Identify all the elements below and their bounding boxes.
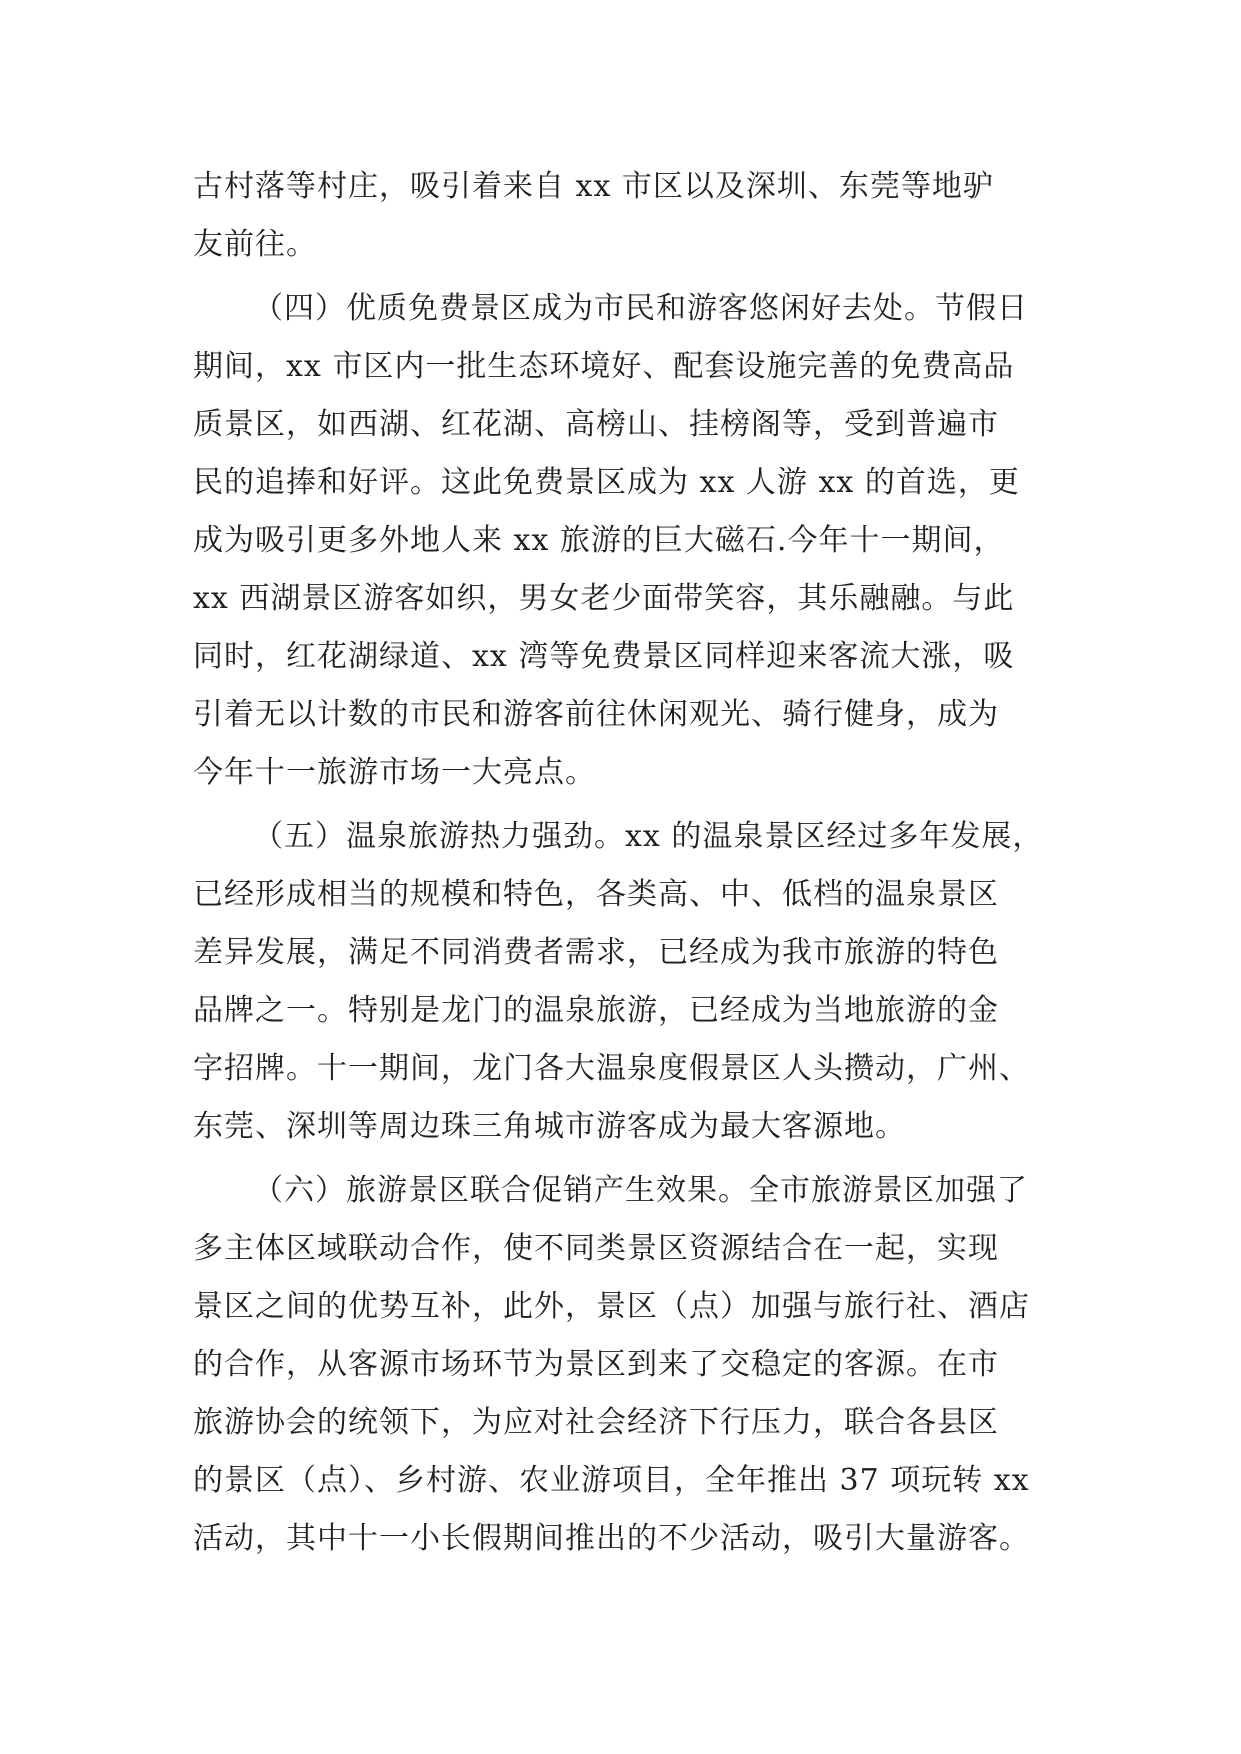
text-line: 已经形成相当的规模和特色，各类高、中、低档的温泉景区 — [193, 877, 999, 912]
text-line: xx 西湖景区游客如织，男女老少面带笑容，其乐融融。与此 — [193, 581, 1015, 616]
text-line: 字招牌。十一期间，龙门各大温泉度假景区人头攒动，广州、 — [193, 1051, 1030, 1086]
text-line: 差异发展，满足不同消费者需求，已经成为我市旅游的特色 — [193, 935, 999, 970]
text-line: 同时，红花湖绿道、xx 湾等免费景区同样迎来客流大涨，吸 — [193, 639, 1015, 674]
document-body — [193, 158, 1053, 1568]
text-line: （五）温泉旅游热力强劲。xx 的温泉景区经过多年发展， — [253, 819, 1044, 854]
text-line: 景区之间的优势互补，此外，景区（点）加强与旅行社、酒店 — [193, 1289, 1030, 1324]
text-line: （四）优质免费景区成为市民和游客悠闲好去处。节假日 — [253, 291, 1028, 326]
text-line: 期间，xx 市区内一批生态环境好、配套设施完善的免费高品 — [193, 349, 1015, 384]
text-line: 引着无以计数的市民和游客前往休闲观光、骑行健身，成为 — [193, 697, 999, 732]
paragraph-continuation — [193, 158, 1053, 274]
paragraph-6 — [193, 1162, 1053, 1568]
paragraph-5 — [193, 808, 1053, 1156]
text-line: 活动，其中十一小长假期间推出的不少活动，吸引大量游客。 — [193, 1521, 1030, 1556]
text-line: 东莞、深圳等周边珠三角城市游客成为最大客源地。 — [193, 1109, 906, 1144]
text-line: 的景区（点）、乡村游、农业游项目，全年推出 37 项玩转 xx — [193, 1463, 1030, 1498]
text-line: 质景区，如西湖、红花湖、高榜山、挂榜阁等，受到普遍市 — [193, 407, 999, 442]
paragraph-4 — [193, 280, 1053, 802]
text-line: 多主体区域联动合作，使不同类景区资源结合在一起，实现 — [193, 1231, 999, 1266]
text-line: 旅游协会的统领下，为应对社会经济下行压力，联合各县区 — [193, 1405, 999, 1440]
text-line: 今年十一旅游市场一大亮点。 — [193, 755, 596, 790]
text-line: （六）旅游景区联合促销产生效果。全市旅游景区加强了 — [253, 1173, 1028, 1208]
text-line: 成为吸引更多外地人来 xx 旅游的巨大磁石.今年十一期间， — [193, 523, 1005, 558]
text-line: 友前往。 — [193, 227, 317, 262]
text-line: 品牌之一。特别是龙门的温泉旅游，已经成为当地旅游的金 — [193, 993, 999, 1028]
text-line: 古村落等村庄，吸引着来自 xx 市区以及深圳、东莞等地驴 — [193, 169, 994, 204]
text-line: 民的追捧和好评。这此免费景区成为 xx 人游 xx 的首选，更 — [193, 465, 1020, 500]
text-line: 的合作，从客源市场环节为景区到来了交稳定的客源。在市 — [193, 1347, 999, 1382]
